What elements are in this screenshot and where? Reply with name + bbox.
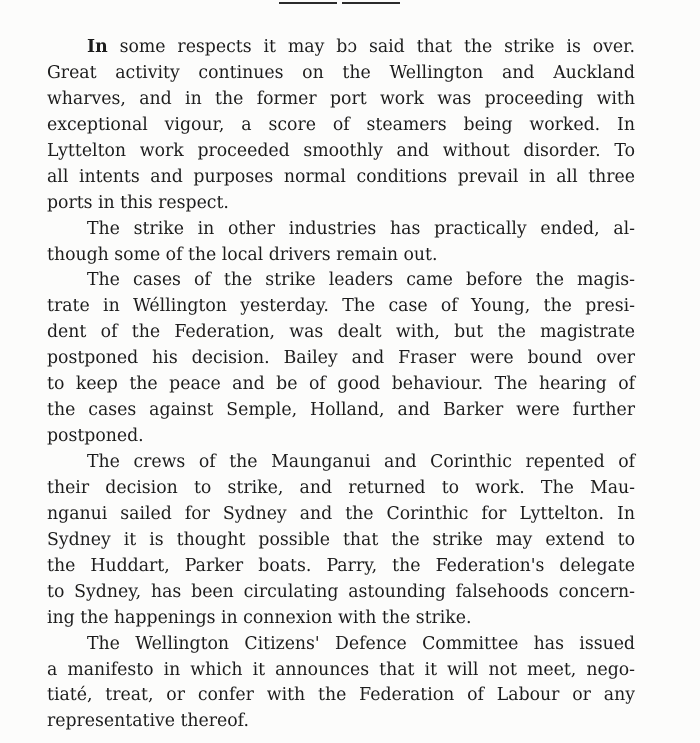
text-line: a manifesto in which it announces that it will not meet, nego- bbox=[47, 659, 635, 680]
text-line: representative thereof. bbox=[47, 711, 249, 732]
text-line: their decision to strike, and returned to work. The Mau- bbox=[47, 477, 635, 498]
text-line: The Wellington Citizens' Defence Committee has issued bbox=[87, 633, 635, 654]
text-line bbox=[47, 35, 635, 61]
text-line: wharves, and in the former port work was proceeding with bbox=[47, 88, 635, 109]
text-line: the Huddart, Parker boats. Parry, the Federation's delegate bbox=[47, 555, 635, 576]
text-line: tiaté, treat, or confer with the Federation of Labour or any bbox=[47, 685, 635, 706]
text-line: The crews of the Maunganui and Corinthic repented of bbox=[87, 452, 635, 472]
text-line: though some of the local drivers remain out. bbox=[47, 244, 438, 265]
lead-in-text: In bbox=[87, 37, 108, 57]
text-line: postponed. bbox=[47, 426, 144, 447]
text-line: The strike in other industries has practically ended, al- bbox=[87, 218, 635, 239]
text-line: trate in Wéllington yesterday. The case of Young, the presi- bbox=[47, 296, 635, 317]
paragraph-defence-committee bbox=[47, 632, 635, 736]
paragraph-strike-over bbox=[47, 35, 635, 217]
paragraph-crews bbox=[47, 450, 635, 632]
article-column bbox=[47, 35, 635, 735]
text-line: The cases of the strike leaders came before the magis- bbox=[87, 270, 635, 291]
text-line: to keep the peace and be of good behaviour. The hearing of bbox=[47, 374, 635, 395]
text-line: Great activity continues on the Wellington and Auckland bbox=[47, 62, 635, 83]
top-rule-right bbox=[342, 2, 400, 4]
text-line: the cases against Semple, Holland, and Barker were further bbox=[47, 400, 635, 421]
text-line-content: some respects it may bɔ said that the strike is over. bbox=[119, 37, 636, 57]
text-line: dent of the Federation, was dealt with, but the magistrate bbox=[47, 322, 635, 343]
text-line: exceptional vigour, a score of steamers being worked. In bbox=[47, 114, 635, 135]
paragraph-strike-leaders bbox=[47, 268, 635, 450]
text-line: Sydney it is thought possible that the strike may extend to bbox=[47, 529, 635, 550]
text-line: to Sydney, has been circulating astounding falsehoods concern- bbox=[47, 581, 635, 602]
text-line: ports in this respect. bbox=[47, 192, 229, 213]
text-line: postponed his decision. Bailey and Fraser were bound over bbox=[47, 348, 635, 369]
text-line: all intents and purposes normal conditions prevail in all three bbox=[47, 166, 635, 187]
text-line: Lyttelton work proceeded smoothly and without disorder. To bbox=[47, 140, 635, 161]
text-line: ing the happenings in connexion with the strike. bbox=[47, 607, 472, 628]
top-rule-left bbox=[279, 2, 337, 4]
text-line: nganui sailed for Sydney and the Corinthic for Lyttelton. In bbox=[47, 503, 635, 524]
paragraph-other-industries bbox=[47, 217, 635, 269]
